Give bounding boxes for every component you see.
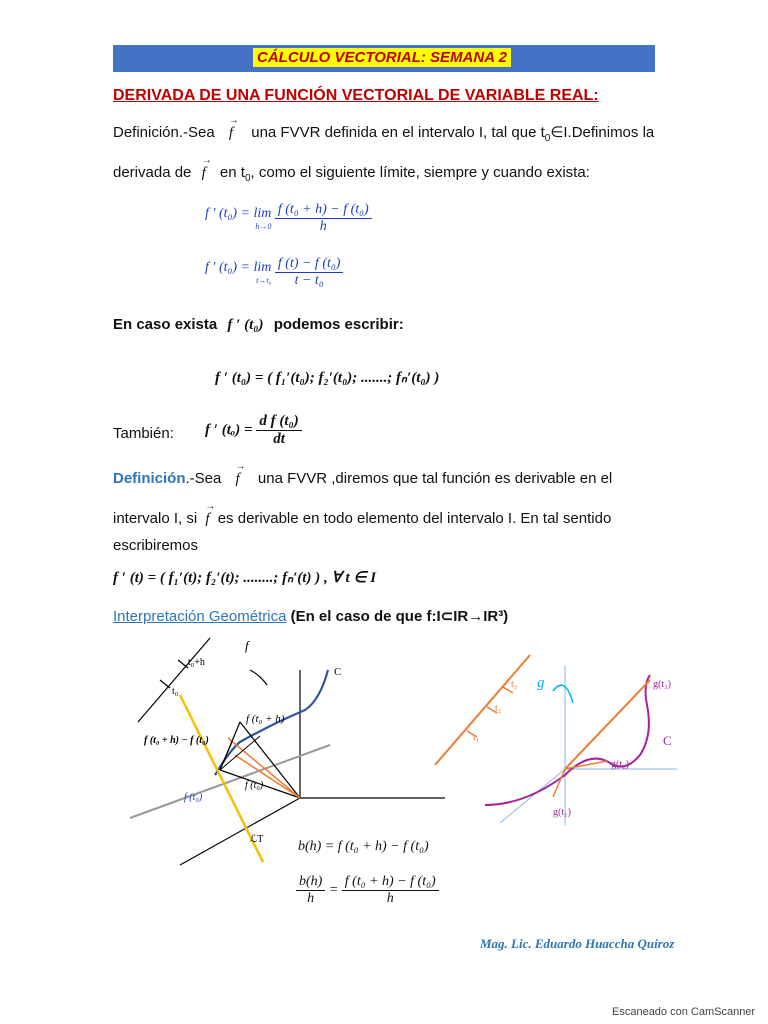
formula2-lhs: f ′ (t₀) = lim: [205, 260, 272, 275]
label-difference: f (t₀ + h) − f (t₀): [144, 735, 209, 746]
def1-line2-pre: derivada de: [113, 164, 192, 181]
hw-label-t1: t₁: [473, 732, 480, 743]
tambien-den: dt: [273, 431, 285, 447]
hw-vector-g3: [565, 680, 650, 769]
bh2-den: h: [386, 891, 394, 906]
exists-text: En caso exista: [113, 316, 218, 333]
tick-t0: [160, 680, 170, 688]
def2-line1-tail: una FVVR ,diremos que tal función es derivable en el: [257, 470, 613, 487]
label-curve-c: C: [334, 666, 342, 678]
def2-line1: [113, 470, 612, 488]
bh2-num: f (t₀ + h) − f (t₀): [342, 874, 439, 891]
label-f: f: [245, 638, 249, 653]
formula2-den: t − t₀: [294, 273, 324, 288]
label-tangent: ℒT: [250, 834, 264, 845]
formula2-under: t→t₀: [256, 276, 272, 285]
exists-line: [113, 316, 404, 334]
def1-text: Definición.-Sea: [113, 124, 215, 141]
label-t0h: t₀+h: [188, 657, 205, 668]
geometric-diagram: [120, 630, 460, 870]
def2-line2-pre: intervalo I, si: [113, 510, 198, 527]
handwritten-diagram: [425, 645, 685, 830]
label-f-t0: f (t₀): [184, 792, 203, 803]
interpretation-line: [113, 607, 508, 625]
formula2-num: f (t) − f (t₀): [275, 256, 344, 273]
tambien-num: d f (t₀): [256, 413, 301, 431]
page-title: CÁLCULO VECTORIAL: SEMANA 2: [253, 48, 511, 67]
bh1-rhs: f (t₀ + h) − f (t₀): [337, 839, 429, 854]
components-equation: f ′ (t₀) = ( f₁′(t₀); f₂′(t₀); .......; fₙ′(t₀) ): [215, 370, 440, 386]
tambien-label: También:: [113, 425, 174, 442]
header-banner: [113, 45, 655, 72]
hw-label-g-t2: g(t₂): [611, 759, 629, 770]
def1-line2-mid: en t: [219, 164, 245, 181]
def2-label: Definición: [113, 470, 186, 487]
limit-formula-1: [205, 202, 372, 235]
label-t0: t₀: [172, 686, 179, 697]
bh2-lhs-num: b(h): [296, 874, 325, 891]
formula1-under: h→0: [255, 222, 272, 231]
def1-line2: [113, 164, 590, 184]
hw-mapping-arrow: [553, 685, 573, 703]
def2-line3: escribiremos: [113, 537, 199, 554]
hw-label-t2: t₂: [495, 703, 502, 714]
bh1-lhs: b(h) =: [298, 839, 335, 854]
hw-parameter-line: [435, 655, 530, 765]
interpretation-rest: (En el caso de que f:I⊂IR→IR³): [290, 608, 509, 625]
mapping-arrow: [250, 670, 267, 685]
hw-curve: [485, 675, 650, 805]
def1-line2-end: , como el siguiente límite, siempre y cuando exista:: [250, 164, 590, 181]
bh-formula-2: $\frac{b(h)}{h}$ = $\frac{\text{f (t₀ + h) − f (t₀)}}{h}$: [296, 874, 439, 907]
vector-f: → f: [229, 125, 233, 142]
hw-label-t3: t₃: [511, 679, 518, 690]
sub-zero: 0: [244, 173, 251, 184]
def2-formula: f ′ (t) = ( f₁′(t); f₂′(t); ........; fₙ′(t) ) , ∀ t ∈ I: [113, 570, 377, 586]
label-f-t0-small: f (t₀): [245, 780, 264, 791]
parameter-line: [138, 638, 210, 722]
def2-line2-tail: es derivable en todo elemento del intervalo I. En tal sentido: [217, 510, 612, 527]
def2-rest: .-Sea: [185, 470, 222, 487]
hw-label-c: C: [663, 733, 672, 748]
def1-line1: [113, 123, 654, 144]
label-f-t0h: f (t₀ + h): [246, 713, 285, 725]
orange-vector-2: [228, 738, 300, 798]
author-signature: Mag. Lic. Eduardo Huaccha Quiroz: [480, 936, 675, 951]
hw-label-g-t1: g(t₁): [553, 807, 571, 818]
section-title: DERIVADA DE UNA FUNCIÓN VECTORIAL DE VARIABLE REAL:: [113, 87, 599, 104]
def2-line2: [113, 510, 611, 528]
def1-text-mid: una FVVR definida en el intervalo I, tal que t: [251, 124, 545, 141]
formula1-num: f (t₀ + h) − f (t₀): [275, 202, 372, 219]
exists-tail: podemos escribir:: [273, 316, 404, 333]
secant-1: [220, 742, 232, 770]
x-axis: [180, 798, 300, 865]
sub-zero: 0: [544, 133, 551, 144]
bh2-lhs-den: h: [307, 891, 315, 906]
vector-f: → f: [205, 511, 209, 528]
exists-expr: f ′ (t₀): [227, 317, 264, 333]
scanner-watermark: Escaneado con CamScanner: [612, 1006, 756, 1018]
hw-label-g-t3: g(t₃): [653, 679, 671, 690]
tambien-formula: [205, 413, 302, 448]
interpretation-link[interactable]: Interpretación Geométrica: [113, 608, 287, 625]
formula1-den: h: [319, 219, 327, 234]
hw-label-g: g: [537, 675, 545, 691]
bh-formula-1: [298, 839, 429, 855]
formula1-lhs: f ′ (t₀) = lim: [205, 206, 272, 221]
vector-f: → f: [236, 471, 240, 488]
tick-t0h: [178, 660, 188, 668]
tambien-lhs: f ′ (tₒ) =: [205, 421, 253, 438]
def1-text-end: ∈I.Definimos la: [550, 124, 655, 141]
limit-formula-2: [205, 256, 343, 289]
vector-f: → f: [202, 165, 206, 182]
